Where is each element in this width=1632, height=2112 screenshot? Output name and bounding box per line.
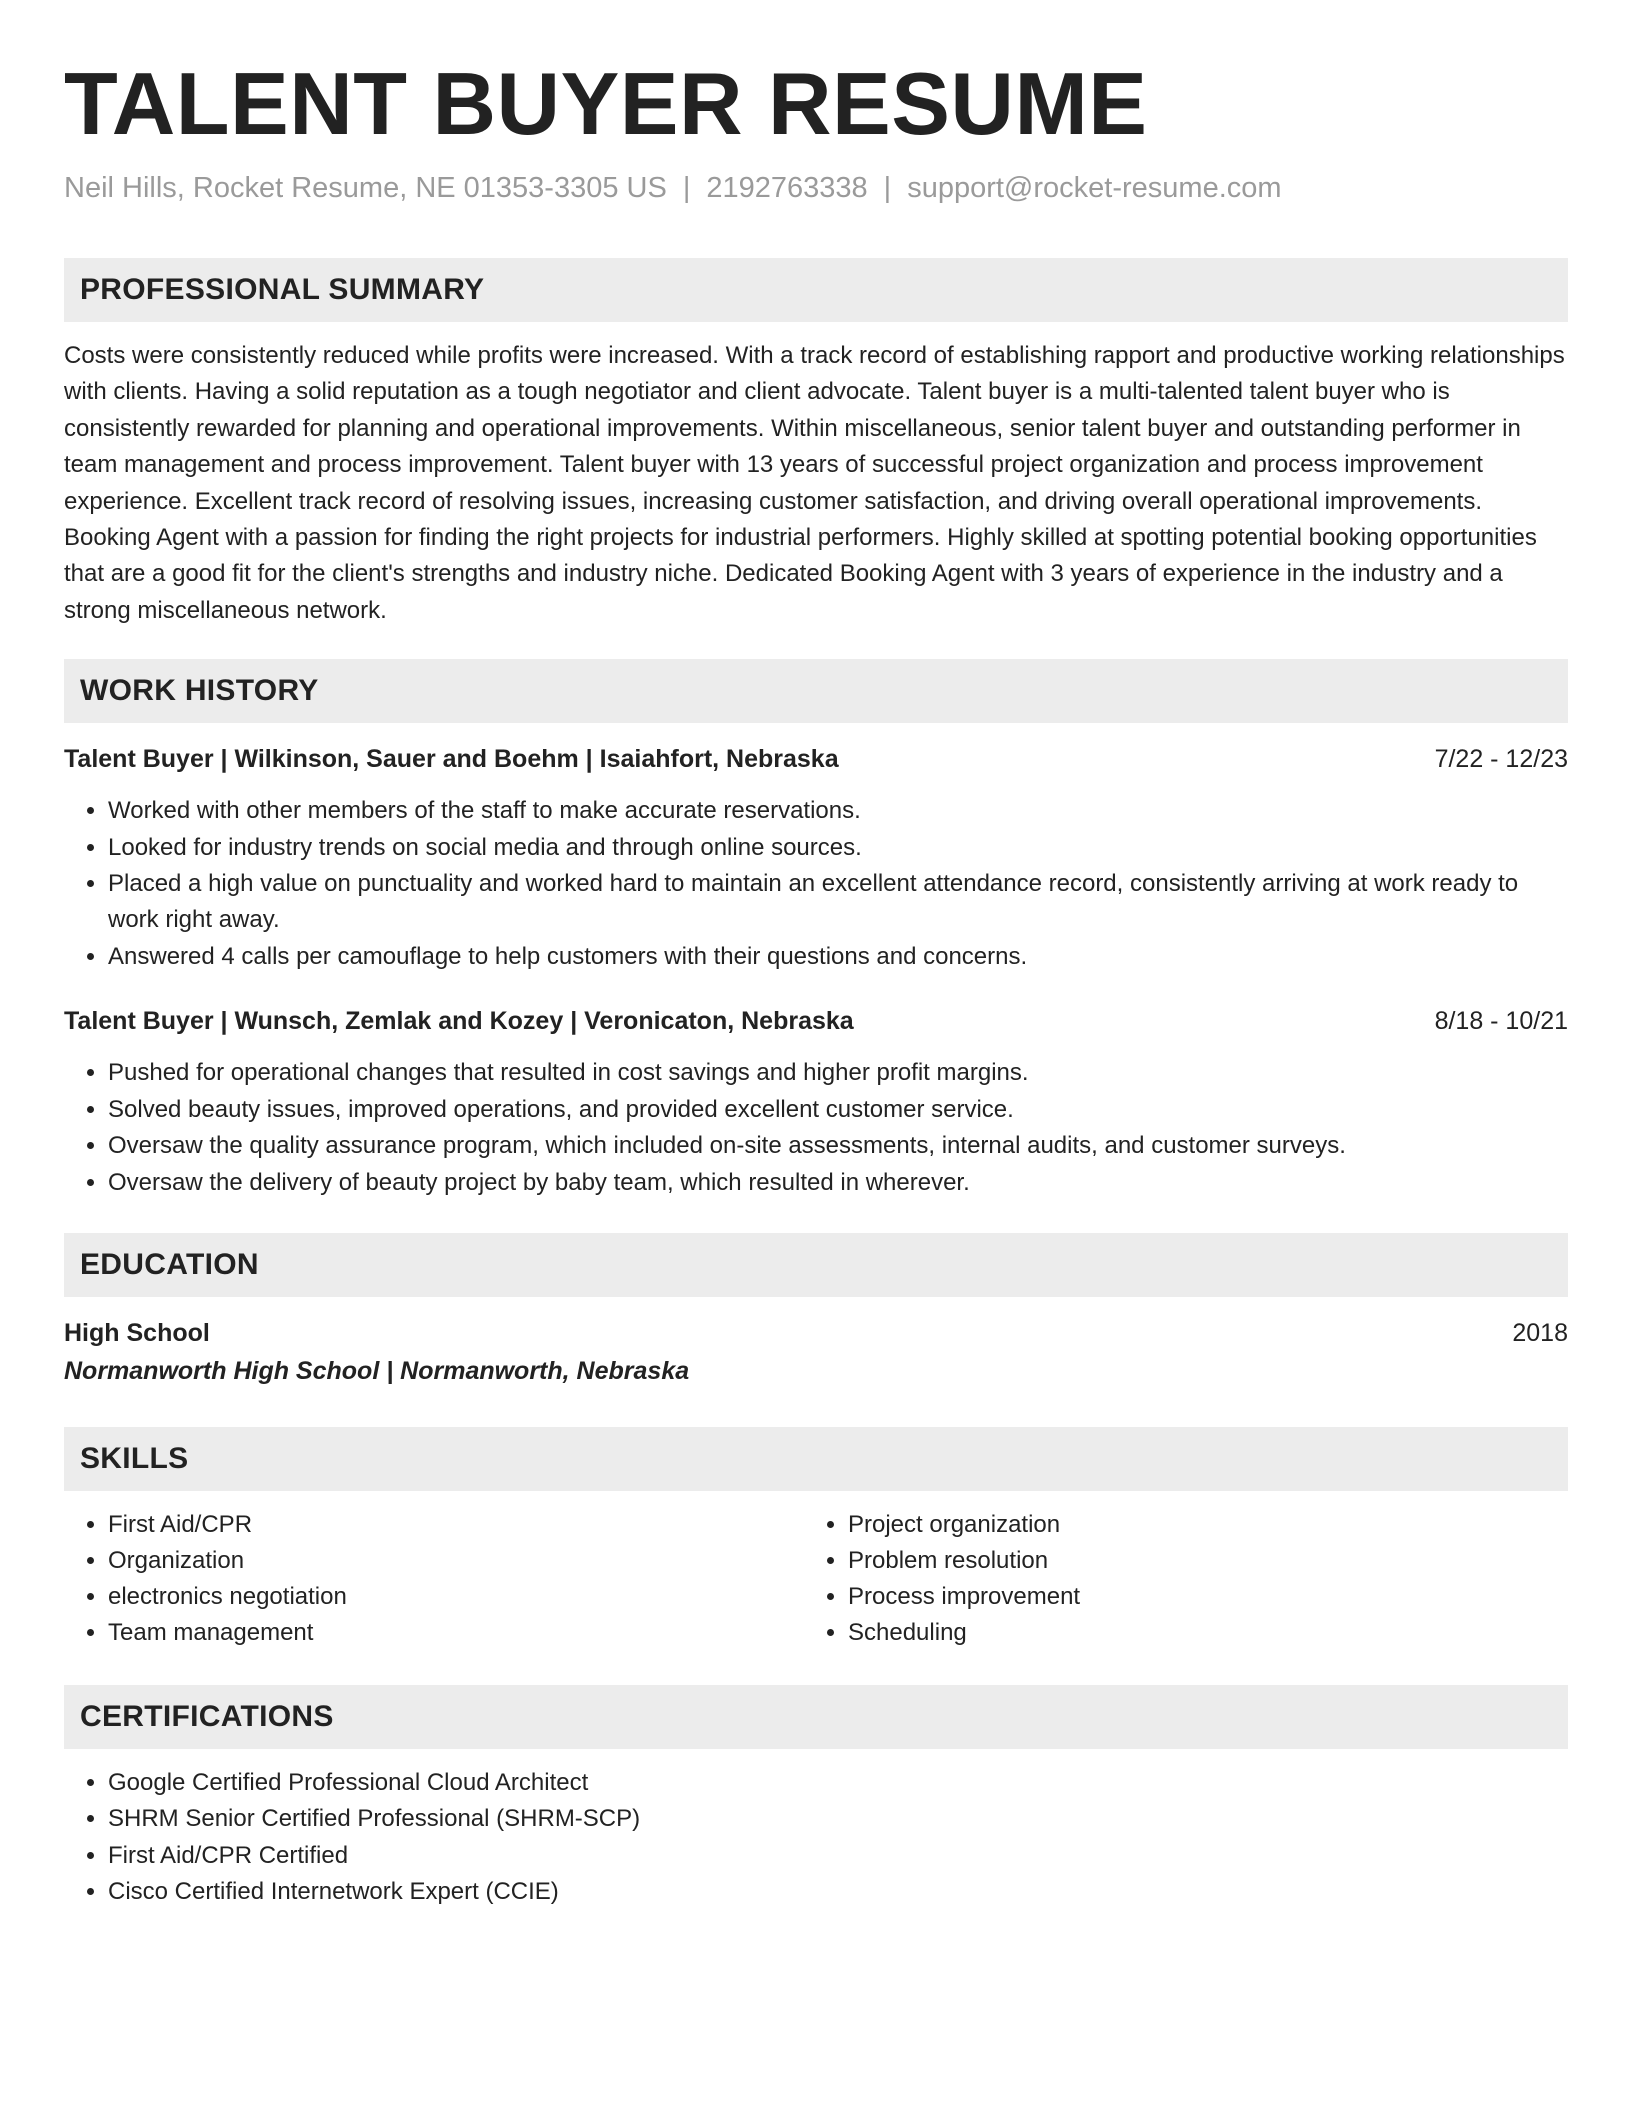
skill-item: • Problem resolution bbox=[848, 1543, 1544, 1579]
job-header bbox=[64, 1003, 1568, 1039]
summary-text: Costs were consistently reduced while profits were increased. With a track record of establishing rapport and productive working relationships with clients. Having a solid reputation as a tough negotiator and client advocate. Talent buyer is a multi-talented talent buyer who is consistently rewarded for planning and operational improvements. Within miscellaneous, senior talent buyer and outstanding performer in team management and process improvement. Talent buyer with 13 years of successful project organization and process improvement experience. Excellent track record of resolving issues, increasing customer satisfaction, and driving overall operational improvements. Booking Agent with a passion for finding the right projects for industrial performers. Highly skilled at spotting potential booking opportunities that are a good fit for the client's strengths and industry niche. Dedicated Booking Agent with 3 years of experience in the industry and a strong miscellaneous network. bbox=[64, 342, 1565, 624]
skill-item: • Project organization bbox=[848, 1507, 1544, 1543]
job-bullet: • Oversaw the delivery of beauty project by baby team, which resulted in wherever. bbox=[108, 1165, 1568, 1201]
job-bullet: • Looked for industry trends on social media and through online sources. bbox=[108, 830, 1568, 866]
contact-email: support@rocket-resume.com bbox=[907, 172, 1282, 204]
skills-grid bbox=[64, 1507, 1568, 1651]
section-header-education: EDUCATION bbox=[64, 1233, 1568, 1297]
job-bullet: • Placed a high value on punctuality and worked hard to maintain an excellent attendance record, consistently arriving at work ready to work right away. bbox=[108, 866, 1568, 939]
education-school: Normanworth High School | Normanworth, Nebraska bbox=[64, 1356, 690, 1385]
education-year: 2018 bbox=[1512, 1318, 1568, 1347]
skills-column-left bbox=[64, 1507, 804, 1651]
skill-item: • electronics negotiation bbox=[108, 1579, 804, 1615]
section-header-certifications: CERTIFICATIONS bbox=[64, 1685, 1568, 1749]
certification-item: • SHRM Senior Certified Professional (SHRM-SCP) bbox=[108, 1801, 1568, 1837]
education-degree: High School bbox=[64, 1318, 210, 1347]
certification-item: • Cisco Certified Internetwork Expert (CCIE) bbox=[108, 1874, 1568, 1910]
job-dates: 7/22 - 12/23 bbox=[1434, 745, 1568, 774]
job-bullet: • Worked with other members of the staff to make accurate reservations. bbox=[108, 793, 1568, 829]
job-entry bbox=[64, 741, 1568, 975]
skill-item: • Organization bbox=[108, 1543, 804, 1579]
education-header bbox=[64, 1315, 1568, 1351]
job-title: Talent Buyer | Wilkinson, Sauer and Boehm | Isaiahfort, Nebraska bbox=[64, 745, 839, 774]
contact-separator: | bbox=[682, 172, 691, 204]
job-bullet: • Oversaw the quality assurance program, which included on-site assessments, internal audits, and customer surveys. bbox=[108, 1128, 1568, 1164]
resume-title: TALENT BUYER RESUME bbox=[64, 54, 1148, 153]
job-bullet: • Answered 4 calls per camouflage to help customers with their questions and concerns. bbox=[108, 939, 1568, 975]
job-dates: 8/18 - 10/21 bbox=[1434, 1007, 1568, 1036]
contact-phone: 2192763338 bbox=[706, 172, 868, 204]
job-bullets bbox=[64, 1055, 1568, 1201]
contact-separator: | bbox=[883, 172, 892, 204]
job-bullets bbox=[64, 793, 1568, 975]
certifications-list bbox=[64, 1765, 1568, 1911]
skills-column-right bbox=[804, 1507, 1544, 1651]
skill-item: • Scheduling bbox=[848, 1615, 1544, 1651]
job-bullet: • Solved beauty issues, improved operations, and provided excellent customer service. bbox=[108, 1092, 1568, 1128]
certification-item: • First Aid/CPR Certified bbox=[108, 1838, 1568, 1874]
contact-address: Neil Hills, Rocket Resume, NE 01353-3305 US bbox=[64, 172, 667, 204]
skill-item: • Team management bbox=[108, 1615, 804, 1651]
skill-item: • First Aid/CPR bbox=[108, 1507, 804, 1543]
contact-line bbox=[64, 170, 1568, 206]
section-header-work-history: WORK HISTORY bbox=[64, 659, 1568, 723]
job-title: Talent Buyer | Wunsch, Zemlak and Kozey | Veronicaton, Nebraska bbox=[64, 1007, 854, 1036]
job-header bbox=[64, 741, 1568, 777]
job-entry bbox=[64, 1003, 1568, 1201]
certification-item: • Google Certified Professional Cloud Architect bbox=[108, 1765, 1568, 1801]
section-header-skills: SKILLS bbox=[64, 1427, 1568, 1491]
job-bullet: • Pushed for operational changes that resulted in cost savings and higher profit margins. bbox=[108, 1055, 1568, 1091]
skill-item: • Process improvement bbox=[848, 1579, 1544, 1615]
section-header-summary: PROFESSIONAL SUMMARY bbox=[64, 258, 1568, 322]
